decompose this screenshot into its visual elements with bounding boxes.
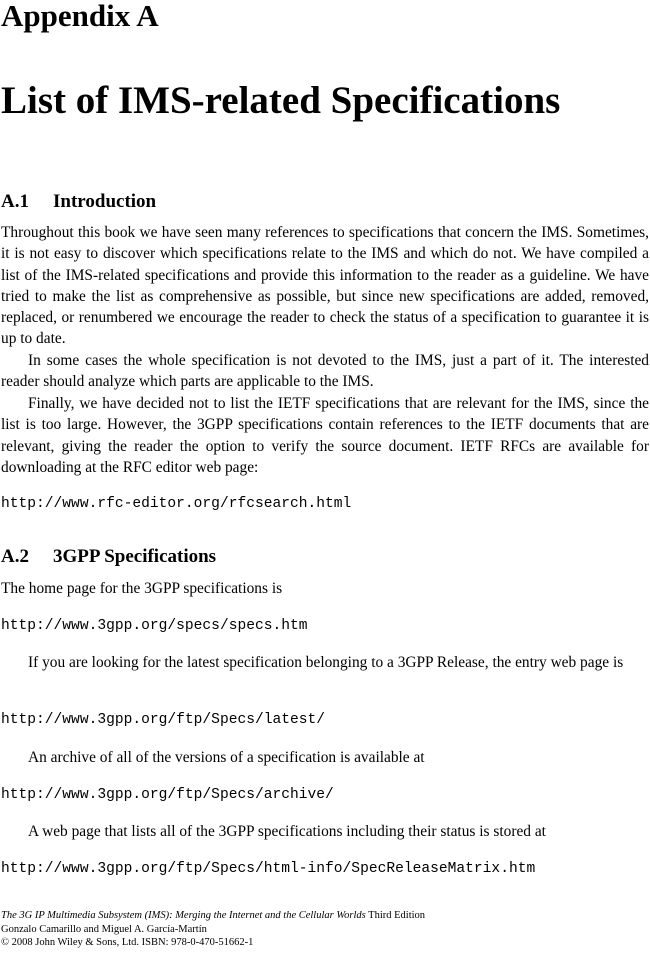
appendix-label: Appendix A: [1, 0, 159, 33]
specs-latest-url[interactable]: http://www.3gpp.org/ftp/Specs/latest/: [1, 712, 326, 728]
section-number: A.2: [1, 546, 29, 567]
specs-paragraph-2: If you are looking for the latest specification belonging to a 3GPP Release, the entry web page is: [28, 654, 624, 671]
intro-paragraph-1: Throughout this book we have seen many references to specifications that concern the IMS. Sometimes, it is not easy to discover which specifications relate to the IMS and which do not. We have compiled a list of the IMS-related specifications and provide this information to the reader as a guideline. We have tried to make the list as comprehensive as possible, but since new specifications are added, removed, replaced, or renumbered we encourage the reader to check the status of a specification to guarantee it is up to date.: [1, 224, 649, 348]
section-title: Introduction: [53, 191, 157, 212]
intro-paragraph-2: In some cases the whole specification is not devoted to the IMS, just a part of it. The interested reader should analyze which parts are applicable to the IMS.: [1, 352, 649, 391]
footer-copyright: © 2008 John Wiley & Sons, Ltd. ISBN: 978-0-470-51662-1: [1, 937, 254, 949]
footer-book-line: [1, 909, 649, 923]
section-title: 3GPP Specifications: [53, 546, 217, 567]
section-heading-3gpp-specifications: [1, 545, 216, 569]
specs-archive-url[interactable]: http://www.3gpp.org/ftp/Specs/archive/: [1, 787, 334, 803]
chapter-title: List of IMS-related Specifications: [1, 79, 561, 122]
section-heading-introduction: [1, 190, 156, 214]
copyright-footer: [1, 909, 649, 950]
specs-paragraph-4: A web page that lists all of the 3GPP specifications including their status is stored at: [28, 823, 546, 840]
specs-paragraph-1: The home page for the 3GPP specifications is: [1, 580, 283, 597]
specs-paragraph-3: An archive of all of the versions of a specification is available at: [28, 749, 425, 766]
specs-home-url[interactable]: http://www.3gpp.org/specs/specs.htm: [1, 618, 308, 634]
rfc-editor-url[interactable]: http://www.rfc-editor.org/rfcsearch.html: [1, 496, 352, 512]
specs-matrix-url[interactable]: http://www.3gpp.org/ftp/Specs/html-info/SpecReleaseMatrix.htm: [1, 861, 536, 877]
footer-book-title: The 3G IP Multimedia Subsystem (IMS): Merging the Internet and the Cellular Worlds: [1, 910, 366, 921]
footer-edition: Third Edition: [365, 910, 426, 921]
intro-paragraph-3: Finally, we have decided not to list the IETF specifications that are relevant for the IMS, since the list is too large. However, the 3GPP specifications contain references to the IETF documents that are relevant, giving the reader the option to verify the source document. IETF RFCs are available for downloading at the RFC editor web page:: [1, 395, 649, 476]
footer-authors: Gonzalo Camarillo and Miguel A. García-Martín: [1, 923, 207, 935]
section-number: A.1: [1, 191, 29, 212]
